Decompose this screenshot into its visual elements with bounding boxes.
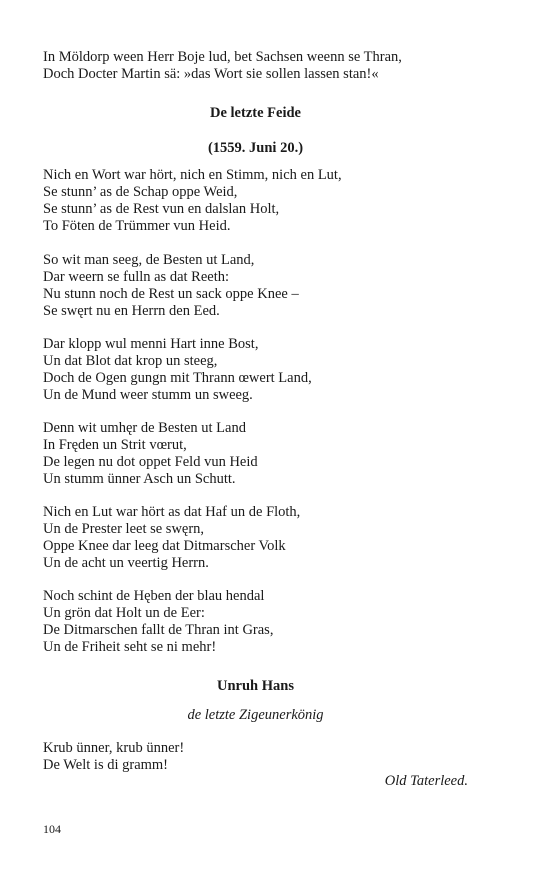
verse-line: Se swęrt nu en Herrn den Eed. — [43, 303, 220, 319]
verse-line: In Fręden un Strit vœrut, — [43, 437, 187, 453]
verse-line: Noch schint de Hęben der blau hendal — [43, 588, 265, 604]
verse-line: Denn wit umhęr de Besten ut Land — [43, 420, 246, 436]
verse-line: Un dat Blot dat krop un steeg, — [43, 353, 218, 369]
verse-line: Se stunn’ as de Schap oppe Weid, — [43, 184, 238, 200]
verse-line: Un de acht un veertig Herrn. — [43, 555, 209, 571]
verse-line: To Föten de Trümmer vun Heid. — [43, 218, 231, 234]
verse-line: Nich en Wort war hört, nich en Stimm, nich en Lut, — [43, 167, 342, 183]
verse-line: De legen nu dot oppet Feld vun Heid — [43, 454, 258, 470]
verse-line: Krub ünner, krub ünner! — [43, 740, 185, 756]
verse-line: De Ditmarschen fallt de Thran int Gras, — [43, 622, 274, 638]
verse-line: Un stumm ünner Asch un Schutt. — [43, 471, 236, 487]
verse-line: So wit man seeg, de Besten ut Land, — [43, 252, 255, 268]
verse-line: Nich en Lut war hört as dat Haf un de Floth, — [43, 504, 301, 520]
page-number: 104 — [43, 822, 61, 836]
intro-line: Doch Docter Martin sä: »das Wort sie sollen lassen stan!« — [43, 66, 379, 82]
poem-subtitle: de letzte Zigeunerkönig — [187, 707, 324, 723]
poem-date: (1559. Juni 20.) — [207, 140, 304, 156]
verse-line: Oppe Knee dar leeg dat Ditmarscher Volk — [43, 538, 286, 554]
intro-line: In Möldorp ween Herr Boje lud, bet Sachsen weenn se Thran, — [43, 49, 402, 65]
verse-line: Un de Friheit seht se ni mehr! — [43, 639, 217, 655]
verse-line: Se stunn’ as de Rest vun en dalslan Holt, — [43, 201, 280, 217]
verse-line: Nu stunn noch de Rest un sack oppe Knee – — [43, 286, 299, 302]
verse-line: Dar weern se fulln as dat Reeth: — [43, 269, 230, 285]
verse-line: Un grön dat Holt un de Eer: — [43, 605, 205, 621]
verse-line: Dar klopp wul menni Hart inne Bost, — [43, 336, 259, 352]
poem-title: Unruh Hans — [217, 678, 294, 694]
poem-title: De letzte Feide — [210, 105, 301, 121]
verse-line: Un de Prester leet se swęrn, — [43, 521, 205, 537]
epigraph-attribution: Old Taterleed. — [384, 773, 468, 789]
verse-line: Doch de Ogen gungn mit Thrann œwert Land, — [43, 370, 312, 386]
verse-line: De Welt is di gramm! — [43, 757, 169, 773]
verse-line: Un de Mund weer stumm un sweeg. — [43, 387, 253, 403]
